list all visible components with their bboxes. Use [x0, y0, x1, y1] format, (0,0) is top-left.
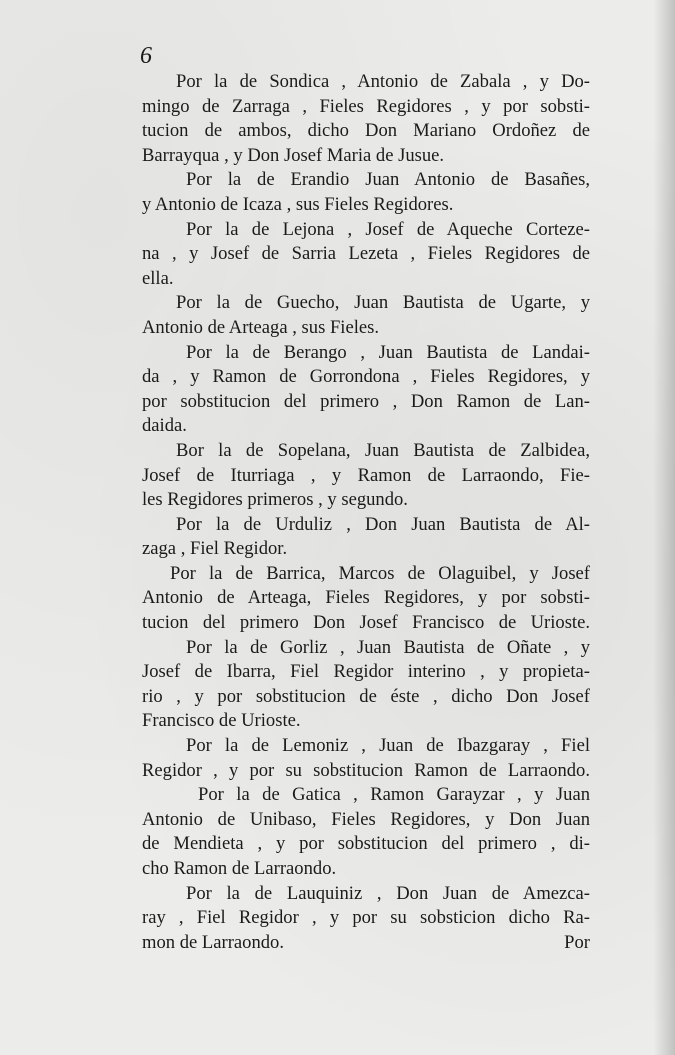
page-edge-shadow [653, 0, 675, 1055]
text-line: Josef de Iturriaga , y Ramon de Larraondo, Fie- [142, 464, 590, 486]
text-line: Antonio de Arteaga , sus Fieles. [142, 316, 380, 338]
text-line: Por la de Urduliz , Don Juan Bautista de Al- [176, 513, 590, 535]
text-line: Por la de Erandio Juan Antonio de Basañes, [186, 169, 590, 191]
text-line: daida. [142, 415, 187, 437]
page-number: 6 [140, 43, 152, 69]
text-line: Por la de Lemoniz , Juan de Ibazgaray , Fiel [186, 735, 590, 757]
text-line: da , y Ramon de Gorrondona , Fieles Regidores, y [142, 366, 590, 388]
text-line: de Mendieta , y por sobstitucion del primero , di- [142, 833, 590, 855]
text-line: na , y Josef de Sarria Lezeta , Fieles Regidores de [142, 243, 590, 265]
text-line: mon de Larraondo. Por [142, 931, 590, 956]
text-line: Barrayqua , y Don Josef Maria de Jusue. [142, 144, 445, 166]
text-line: ella. [142, 267, 174, 289]
catchword: Por [564, 931, 590, 953]
text-line: Bor la de Sopelana, Juan Bautista de Zalbidea, [176, 439, 590, 461]
text-line: ray , Fiel Regidor , y por su sobsticion dicho Ra- [142, 907, 590, 929]
text-line: Regidor , y por su sobstitucion Ramon de Larraondo. [142, 759, 590, 781]
text-line: Antonio de Arteaga, Fieles Regidores, y por sobsti- [142, 587, 590, 609]
text-line: Josef de Ibarra, Fiel Regidor interino , y propieta- [142, 661, 590, 683]
text-line: tucion del primero Don Josef Francisco de Urioste. [142, 612, 590, 634]
body-text [142, 70, 590, 955]
text-line: tucion de ambos, dicho Don Mariano Ordoñez de [142, 120, 590, 142]
text-line: por sobstitucion del primero , Don Ramon de Lan- [142, 390, 590, 412]
text-line: mingo de Zarraga , Fieles Regidores , y por sobsti- [142, 95, 590, 117]
text-line: y Antonio de Icaza , sus Fieles Regidores. [142, 193, 454, 215]
text-line: Por la de Lejona , Josef de Aqueche Corteze- [186, 218, 590, 240]
text-line: Por la de Barrica, Marcos de Olaguibel, y Josef [170, 562, 590, 584]
text-line: cho Ramon de Larraondo. [142, 858, 337, 879]
text-line: les Regidores primeros , y segundo. [142, 489, 408, 511]
text-line: zaga , Fiel Regidor. [142, 538, 288, 560]
text-line: Por la de Gatica , Ramon Garayzar , y Juan [198, 784, 590, 806]
text-line: Por la de Lauquiniz , Don Juan de Amezca- [186, 882, 590, 904]
text-line: Por la de Sondica , Antonio de Zabala , y Do- [176, 71, 590, 92]
text-line: Por la de Gorliz , Juan Bautista de Oñate , y [186, 636, 590, 658]
text-line: Antonio de Unibaso, Fieles Regidores, y Don Juan [142, 808, 590, 830]
text-line: Francisco de Urioste. [142, 710, 301, 732]
text-line: rio , y por sobstitucion de éste , dicho Don Josef [142, 685, 590, 707]
text-line: Por la de Berango , Juan Bautista de Landai- [186, 341, 590, 363]
text-line: Por la de Guecho, Juan Bautista de Ugarte, y [176, 292, 590, 314]
